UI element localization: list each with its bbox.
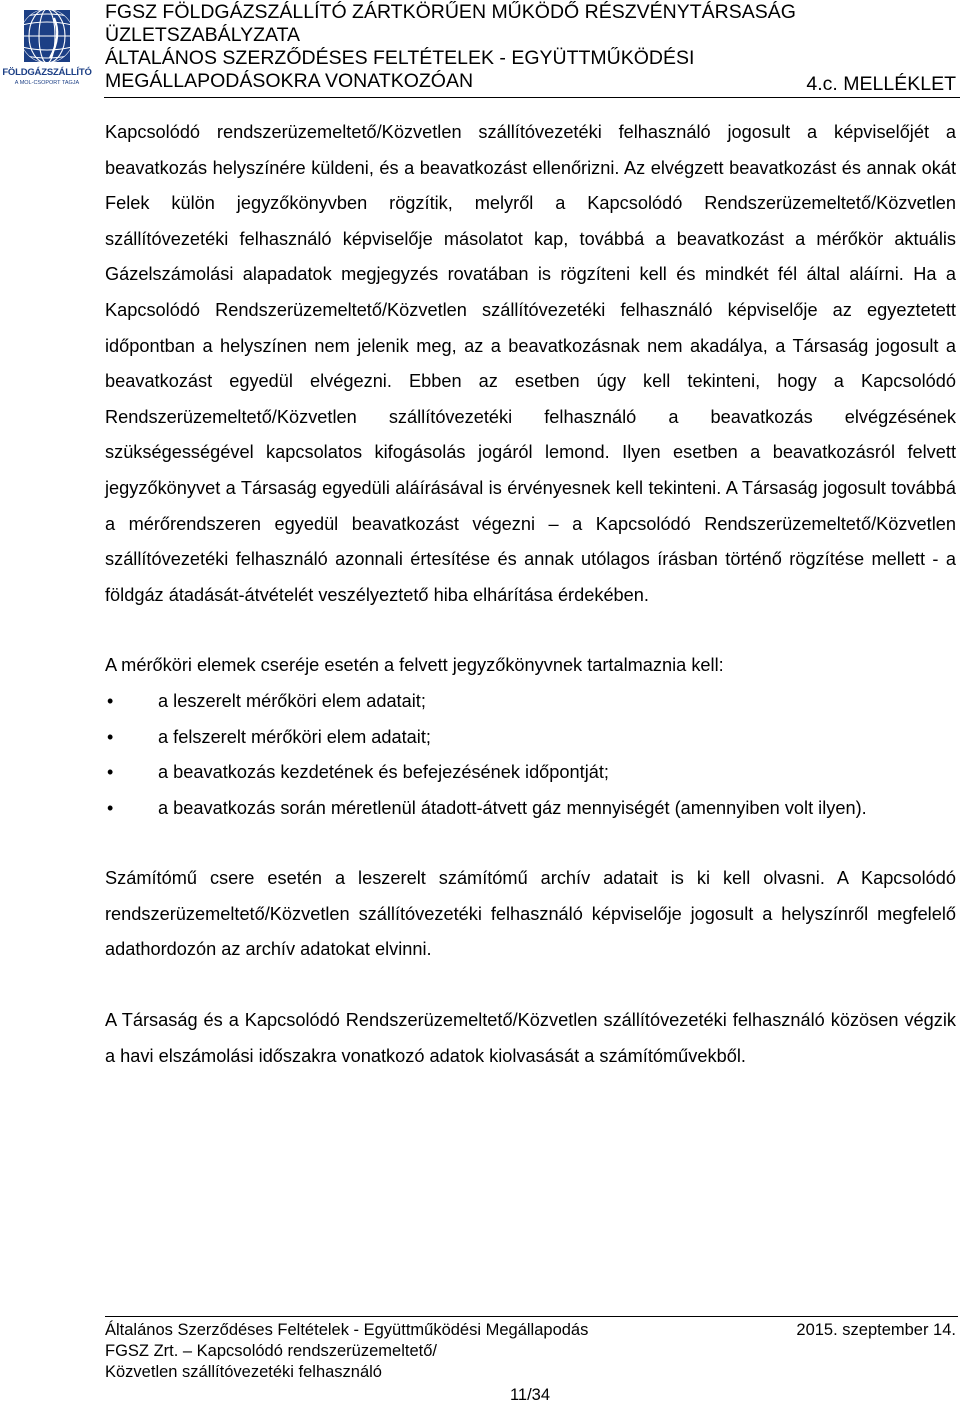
list-item-text: a leszerelt mérőköri elem adatait;: [158, 690, 426, 711]
annex-label: 4.c. MELLÉKLET: [806, 73, 956, 95]
logo-subtext: A MOL-CSOPORT TAGJA: [14, 80, 80, 86]
list-item: [105, 791, 956, 827]
footer-first-row: [105, 1320, 956, 1341]
paragraph-monthly-readout: A Társaság és a Kapcsolódó Rendszerüzemeltető/Közvetlen szállítóvezetéki felhasználó közösen végzik a havi elszámolási időszakra vonatkozó adatok kiolvasását a számítóművekből.: [105, 1010, 956, 1066]
document-body: [105, 115, 956, 1074]
logo-text: FÖLDGÁZSZÁLLÍTÓ: [2, 67, 92, 78]
bullet-icon: •: [107, 797, 114, 818]
header-line-2: ÜZLETSZABÁLYZATA: [105, 24, 301, 46]
page-header: [0, 0, 960, 98]
header-divider: [104, 97, 960, 98]
footer-divider: [105, 1316, 958, 1317]
page-footer: [105, 1316, 956, 1404]
footer-line-2: FGSZ Zrt. – Kapcsolódó rendszerüzemeltető/: [105, 1342, 437, 1360]
footer-document-title: Általános Szerződéses Feltételek - Együttműködési Megállapodás: [105, 1321, 589, 1339]
page-number: 11/34: [509, 1386, 551, 1404]
company-logo: [2, 6, 92, 92]
spacer: [105, 613, 956, 648]
list-item-text: a beavatkozás során méretlenül átadott-átvett gáz mennyiségét (amennyiben volt ilyen).: [158, 797, 867, 818]
replacement-requirements-list: [105, 684, 956, 826]
paragraph-computer-replacement: Számítómű csere esetén a leszerelt számítómű archív adatait is ki kell olvasni. A Kapcsolódó rendszerüzemeltető/Közvetlen szállítóvezetéki felhasználó képviselője jogosult a helyszínről megfelelő adathordozón az archív adatokat elvinni.: [105, 868, 956, 960]
list-item: [105, 755, 956, 791]
paragraph-intervention: Kapcsolódó rendszerüzemeltető/Közvetlen szállítóvezetéki felhasználó jogosult a képviselőjét a beavatkozás helyszínére küldeni, és a beavatkozást ellenőrizni. Az elvégzett beavatkozást és annak okát Felek külön jegyzőkönyvben rögzítik, melyről a Kapcsolódó Rendszerüzemeltető/Közvetlen szállítóvezetéki felhasználó képviselője másolatot kap, továbbá a beavatkozást a mérőkör aktuális Gázelszámolási alapadatok megjegyzés rovatában is rögzíteni kell és mindkét fél által aláírni. Ha a Kapcsolódó Rendszerüzemeltető/Közvetlen szállítóvezetéki felhasználó képviselője az egyeztetett időpontban a helyszínen nem jelenik meg, az a beavatkozásnak nem akadálya, a Társaság jogosult a beavatkozást egyedül elvégezni. Ebben az esetben úgy kell tekinteni, hogy a Kapcsolódó Rendszerüzemeltető/Közvetlen szállítóvezetéki felhasználó a beavatkozás elvégzésének szükségességével kapcsolatos kifogásolás jogáról lemond. Ilyen esetben a beavatkozásról felvett jegyzőkönyvet a Társaság egyedüli aláírásával is érvényesnek kell tekinteni. A Társaság jogosult továbbá a mérőrendszeren egyedül beavatkozást végezni – a Kapcsolódó Rendszerüzemeltető/Közvetlen szállítóvezetéki felhasználó azonnali értesítése és annak utólagos írásban történő rögzítése mellett - a földgáz átadását-átvételét veszélyeztető hiba elhárítása érdekében.: [105, 122, 956, 605]
bullet-icon: •: [107, 762, 114, 783]
header-line-4: MEGÁLLAPODÁSOKRA VONATKOZÓAN: [105, 70, 474, 92]
bullet-icon: •: [107, 726, 114, 747]
spacer: [105, 968, 956, 1003]
header-line-3: ÁLTALÁNOS SZERZŐDÉSES FELTÉTELEK - EGYÜTTMŰKÖDÉSI: [105, 47, 695, 69]
list-item: [105, 684, 956, 720]
footer-line-3: Közvetlen szállítóvezetéki felhasználó: [105, 1363, 382, 1381]
list-item-text: a beavatkozás kezdetének és befejezésének időpontját;: [158, 762, 609, 783]
globe-icon: [2, 6, 92, 66]
list-item-text: a felszerelt mérőköri elem adatait;: [158, 726, 431, 747]
bullet-icon: •: [107, 690, 114, 711]
spacer: [105, 826, 956, 861]
paragraph-replacement-intro: A mérőköri elemek cseréje esetén a felvett jegyzőkönyvnek tartalmaznia kell:: [105, 655, 724, 676]
footer-date: 2015. szeptember 14.: [796, 1321, 956, 1339]
header-line-1: FGSZ FÖLDGÁZSZÁLLÍTÓ ZÁRTKÖRŰEN MŰKÖDŐ RÉSZVÉNYTÁRSASÁG: [105, 1, 796, 23]
list-item: [105, 720, 956, 756]
